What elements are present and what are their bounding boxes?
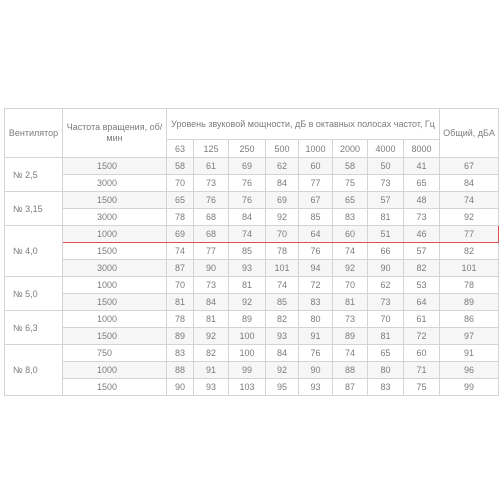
sound-level-cell: 65 bbox=[333, 192, 368, 209]
rpm-cell: 1500 bbox=[63, 379, 167, 396]
total-level-cell: 67 bbox=[440, 158, 499, 175]
table-body bbox=[5, 158, 499, 396]
sound-level-cell: 90 bbox=[299, 362, 333, 379]
table-row bbox=[5, 328, 499, 345]
total-level-cell: 77 bbox=[440, 226, 499, 243]
sound-level-cell: 92 bbox=[266, 209, 299, 226]
sound-level-cell: 76 bbox=[229, 175, 266, 192]
sound-level-cell: 71 bbox=[404, 362, 440, 379]
fan-model-cell: № 3,15 bbox=[5, 192, 63, 226]
table-row bbox=[5, 209, 499, 226]
sound-level-cell: 80 bbox=[299, 311, 333, 328]
header-total-label: Общий, дБA bbox=[443, 128, 495, 138]
sound-level-cell: 91 bbox=[299, 328, 333, 345]
noise-table bbox=[4, 108, 499, 396]
sound-level-cell: 62 bbox=[368, 277, 404, 294]
sound-level-cell: 72 bbox=[404, 328, 440, 345]
total-level-cell: 86 bbox=[440, 311, 499, 328]
sound-level-cell: 69 bbox=[167, 226, 194, 243]
sound-level-cell: 100 bbox=[229, 328, 266, 345]
sound-level-cell: 70 bbox=[266, 226, 299, 243]
table-row bbox=[5, 175, 499, 192]
sound-level-cell: 92 bbox=[229, 294, 266, 311]
sound-level-cell: 70 bbox=[368, 311, 404, 328]
sound-level-cell: 48 bbox=[404, 192, 440, 209]
sound-level-cell: 84 bbox=[229, 209, 266, 226]
frequency-header-cell: 8000 bbox=[404, 140, 440, 158]
total-level-cell: 101 bbox=[440, 260, 499, 277]
sound-level-cell: 84 bbox=[194, 294, 229, 311]
sound-level-cell: 76 bbox=[299, 345, 333, 362]
sound-level-cell: 72 bbox=[299, 277, 333, 294]
table-row bbox=[5, 362, 499, 379]
fan-model-cell: № 8,0 bbox=[5, 345, 63, 396]
sound-level-cell: 77 bbox=[194, 243, 229, 260]
table-row bbox=[5, 294, 499, 311]
sound-level-cell: 95 bbox=[266, 379, 299, 396]
total-level-cell: 84 bbox=[440, 175, 499, 192]
sound-level-cell: 82 bbox=[266, 311, 299, 328]
sound-level-cell: 65 bbox=[368, 345, 404, 362]
rpm-cell: 1000 bbox=[63, 311, 167, 328]
sound-level-cell: 81 bbox=[229, 277, 266, 294]
sound-level-cell: 58 bbox=[333, 158, 368, 175]
sound-level-cell: 93 bbox=[266, 328, 299, 345]
fan-model-cell: № 4,0 bbox=[5, 226, 63, 277]
rpm-cell: 750 bbox=[63, 345, 167, 362]
sound-level-cell: 70 bbox=[333, 277, 368, 294]
sound-level-cell: 66 bbox=[368, 243, 404, 260]
frequency-header-cell: 4000 bbox=[368, 140, 404, 158]
sound-level-cell: 74 bbox=[333, 345, 368, 362]
total-level-cell: 89 bbox=[440, 294, 499, 311]
sound-level-cell: 74 bbox=[167, 243, 194, 260]
sound-level-cell: 65 bbox=[404, 175, 440, 192]
sound-level-cell: 41 bbox=[404, 158, 440, 175]
sound-level-cell: 77 bbox=[299, 175, 333, 192]
sound-level-cell: 80 bbox=[368, 362, 404, 379]
sound-level-cell: 75 bbox=[404, 379, 440, 396]
sound-level-cell: 76 bbox=[194, 192, 229, 209]
noise-table-container bbox=[4, 108, 499, 396]
frequency-header-cell: 63 bbox=[167, 140, 194, 158]
sound-level-cell: 83 bbox=[368, 379, 404, 396]
sound-level-cell: 60 bbox=[404, 345, 440, 362]
sound-level-cell: 82 bbox=[194, 345, 229, 362]
sound-level-cell: 84 bbox=[266, 345, 299, 362]
rpm-cell: 3000 bbox=[63, 260, 167, 277]
frequency-header-cell: 2000 bbox=[333, 140, 368, 158]
sound-level-cell: 82 bbox=[404, 260, 440, 277]
frequency-header-cell: 250 bbox=[229, 140, 266, 158]
rpm-cell: 1500 bbox=[63, 294, 167, 311]
rpm-cell: 1000 bbox=[63, 226, 167, 243]
header-power-level: Уровень звуковой мощности, дБ в октавных полосах частот, Гц bbox=[167, 109, 440, 140]
sound-level-cell: 57 bbox=[368, 192, 404, 209]
sound-level-cell: 81 bbox=[333, 294, 368, 311]
sound-level-cell: 69 bbox=[229, 158, 266, 175]
sound-level-cell: 92 bbox=[333, 260, 368, 277]
sound-level-cell: 99 bbox=[229, 362, 266, 379]
sound-level-cell: 74 bbox=[333, 243, 368, 260]
sound-level-cell: 81 bbox=[167, 294, 194, 311]
sound-level-cell: 87 bbox=[333, 379, 368, 396]
rpm-cell: 1000 bbox=[63, 362, 167, 379]
header-total bbox=[440, 109, 499, 158]
sound-level-cell: 69 bbox=[266, 192, 299, 209]
sound-level-cell: 68 bbox=[194, 209, 229, 226]
rpm-cell: 1500 bbox=[63, 158, 167, 175]
table-row bbox=[5, 192, 499, 209]
total-level-cell: 97 bbox=[440, 328, 499, 345]
total-level-cell: 99 bbox=[440, 379, 499, 396]
total-level-cell: 96 bbox=[440, 362, 499, 379]
sound-level-cell: 74 bbox=[266, 277, 299, 294]
sound-level-cell: 88 bbox=[167, 362, 194, 379]
sound-level-cell: 61 bbox=[194, 158, 229, 175]
sound-level-cell: 51 bbox=[368, 226, 404, 243]
sound-level-cell: 64 bbox=[404, 294, 440, 311]
table-row bbox=[5, 158, 499, 175]
sound-level-cell: 70 bbox=[167, 277, 194, 294]
fan-model-cell: № 2,5 bbox=[5, 158, 63, 192]
sound-level-cell: 93 bbox=[299, 379, 333, 396]
sound-level-cell: 93 bbox=[194, 379, 229, 396]
sound-level-cell: 93 bbox=[229, 260, 266, 277]
sound-level-cell: 101 bbox=[266, 260, 299, 277]
table-row bbox=[5, 260, 499, 277]
sound-level-cell: 53 bbox=[404, 277, 440, 294]
sound-level-cell: 76 bbox=[229, 192, 266, 209]
sound-level-cell: 62 bbox=[266, 158, 299, 175]
sound-level-cell: 68 bbox=[194, 226, 229, 243]
sound-level-cell: 90 bbox=[194, 260, 229, 277]
sound-level-cell: 94 bbox=[299, 260, 333, 277]
sound-level-cell: 90 bbox=[368, 260, 404, 277]
total-level-cell: 92 bbox=[440, 209, 499, 226]
sound-level-cell: 73 bbox=[194, 175, 229, 192]
table-row bbox=[5, 345, 499, 362]
sound-level-cell: 91 bbox=[194, 362, 229, 379]
sound-level-cell: 89 bbox=[333, 328, 368, 345]
sound-level-cell: 76 bbox=[299, 243, 333, 260]
sound-level-cell: 88 bbox=[333, 362, 368, 379]
sound-level-cell: 85 bbox=[266, 294, 299, 311]
rpm-cell: 1500 bbox=[63, 192, 167, 209]
sound-level-cell: 73 bbox=[368, 175, 404, 192]
sound-level-cell: 75 bbox=[333, 175, 368, 192]
table-row bbox=[5, 379, 499, 396]
header-fan: Вентилятор bbox=[5, 109, 63, 158]
sound-level-cell: 46 bbox=[404, 226, 440, 243]
frequency-header-cell: 1000 bbox=[299, 140, 333, 158]
sound-level-cell: 81 bbox=[194, 311, 229, 328]
sound-level-cell: 61 bbox=[404, 311, 440, 328]
sound-level-cell: 103 bbox=[229, 379, 266, 396]
sound-level-cell: 73 bbox=[194, 277, 229, 294]
sound-level-cell: 92 bbox=[266, 362, 299, 379]
sound-level-cell: 70 bbox=[167, 175, 194, 192]
sound-level-cell: 73 bbox=[333, 311, 368, 328]
sound-level-cell: 85 bbox=[299, 209, 333, 226]
sound-level-cell: 60 bbox=[299, 158, 333, 175]
sound-level-cell: 60 bbox=[333, 226, 368, 243]
fan-model-cell: № 5,0 bbox=[5, 277, 63, 311]
sound-level-cell: 89 bbox=[229, 311, 266, 328]
rpm-cell: 1500 bbox=[63, 243, 167, 260]
total-level-cell: 74 bbox=[440, 192, 499, 209]
header-rpm: Частота вращения, об/мин bbox=[63, 109, 167, 158]
sound-level-cell: 57 bbox=[404, 243, 440, 260]
table-row bbox=[5, 277, 499, 294]
fan-model-cell: № 6,3 bbox=[5, 311, 63, 345]
sound-level-cell: 65 bbox=[167, 192, 194, 209]
sound-level-cell: 78 bbox=[266, 243, 299, 260]
sound-level-cell: 73 bbox=[404, 209, 440, 226]
sound-level-cell: 89 bbox=[167, 328, 194, 345]
sound-level-cell: 87 bbox=[167, 260, 194, 277]
sound-level-cell: 85 bbox=[229, 243, 266, 260]
total-level-cell: 91 bbox=[440, 345, 499, 362]
total-level-cell: 78 bbox=[440, 277, 499, 294]
sound-level-cell: 84 bbox=[266, 175, 299, 192]
sound-level-cell: 64 bbox=[299, 226, 333, 243]
rpm-cell: 1000 bbox=[63, 277, 167, 294]
sound-level-cell: 78 bbox=[167, 209, 194, 226]
sound-level-cell: 78 bbox=[167, 311, 194, 328]
sound-level-cell: 67 bbox=[299, 192, 333, 209]
sound-level-cell: 83 bbox=[333, 209, 368, 226]
sound-level-cell: 58 bbox=[167, 158, 194, 175]
frequency-header-cell: 125 bbox=[194, 140, 229, 158]
rpm-cell: 1500 bbox=[63, 328, 167, 345]
sound-level-cell: 81 bbox=[368, 209, 404, 226]
table-row bbox=[5, 226, 499, 243]
sound-level-cell: 92 bbox=[194, 328, 229, 345]
sound-level-cell: 100 bbox=[229, 345, 266, 362]
sound-level-cell: 73 bbox=[368, 294, 404, 311]
table-row bbox=[5, 311, 499, 328]
sound-level-cell: 50 bbox=[368, 158, 404, 175]
frequency-header-cell: 500 bbox=[266, 140, 299, 158]
rpm-cell: 3000 bbox=[63, 175, 167, 192]
sound-level-cell: 74 bbox=[229, 226, 266, 243]
sound-level-cell: 83 bbox=[299, 294, 333, 311]
total-level-cell: 82 bbox=[440, 243, 499, 260]
sound-level-cell: 83 bbox=[167, 345, 194, 362]
rpm-cell: 3000 bbox=[63, 209, 167, 226]
sound-level-cell: 81 bbox=[368, 328, 404, 345]
table-row bbox=[5, 243, 499, 260]
sound-level-cell: 90 bbox=[167, 379, 194, 396]
